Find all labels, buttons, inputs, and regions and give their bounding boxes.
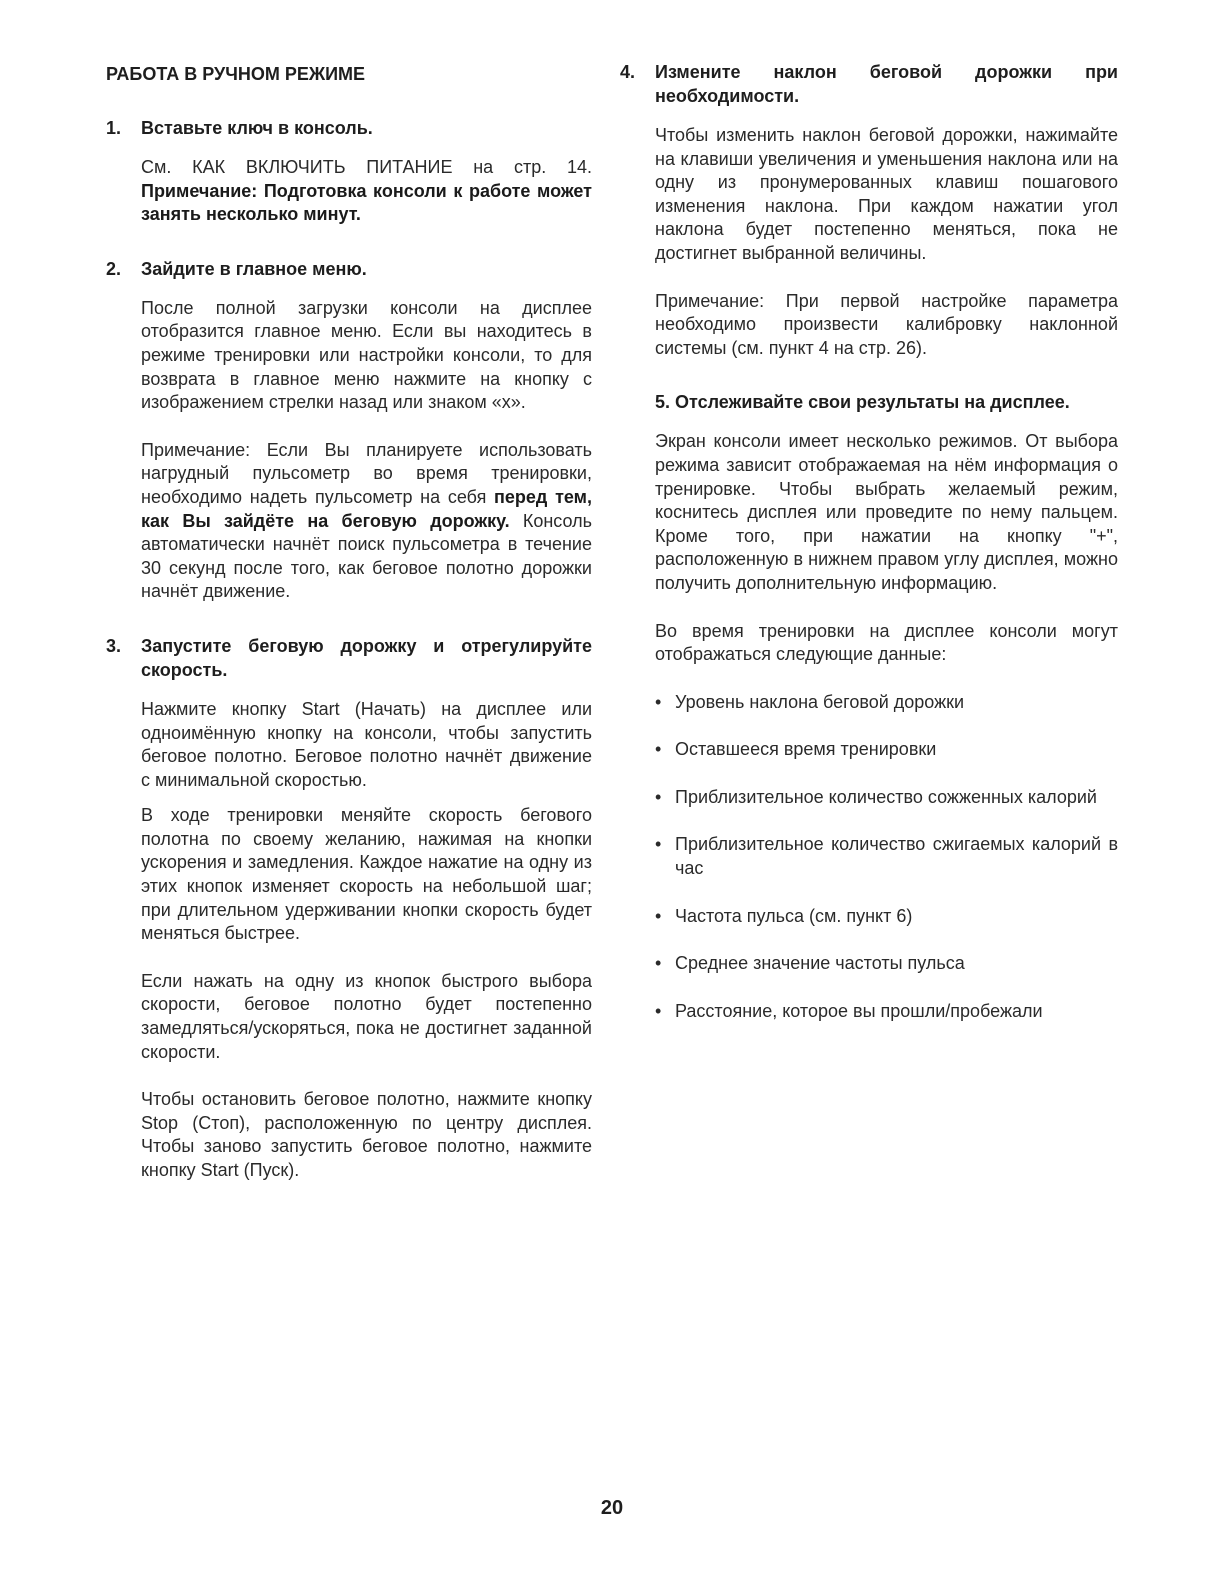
text-run: Нажмите кнопку Start (Начать) на дисплее или одноимённую кнопку на консоли, чтобы запустить беговое полотно. Беговое полотно начнёт движение с минимальной скоростью.	[141, 698, 592, 790]
display-metrics-list	[655, 691, 1118, 1024]
list-item-text: Приблизительное количество сжигаемых калорий в час	[675, 834, 1118, 879]
list-item-text: Приблизительное количество сожженных калорий	[675, 786, 1097, 807]
text-run: Если нажать на одну из кнопок быстрого выбора скорости, беговое полотно будет постепенно замедляться/ускоряться, пока не достигнет заданной скорости.	[141, 970, 592, 1062]
bullet-icon: •	[655, 739, 662, 760]
step-title: Вставьте ключ в консоль.	[141, 118, 373, 138]
step-title: Зайдите в главное меню.	[141, 258, 367, 279]
text-run: Чтобы изменить наклон беговой дорожки, нажимайте на клавиши увеличения и уменьшения наклона или на одну из пронумерованных клавиш пошагового изменения наклона. При каждом нажатии угол наклона будет постепенно меняться, пока не достигнет выбранной величины.	[655, 125, 1118, 263]
step-title: 5. Отслеживайте свои результаты на дисплее.	[655, 392, 1070, 413]
step-paragraph	[141, 297, 592, 415]
text-run: Примечание: При первой настройке параметра необходимо произвести калибровку наклонной системы (см. пункт 4 на стр. 26).	[655, 290, 1118, 358]
list-item-text: Среднее значение частоты пульса	[675, 953, 965, 974]
step-number: 3.	[106, 635, 122, 656]
bullet-icon: •	[655, 905, 662, 926]
list-item-text: Уровень наклона беговой дорожки	[675, 691, 965, 712]
step-paragraph	[655, 430, 1118, 595]
list-item	[655, 738, 1118, 762]
bold-text: Примечание: Подготовка консоли к работе может занять несколько минут.	[141, 180, 592, 225]
step-start-speed	[106, 634, 592, 1183]
bullet-icon: •	[655, 1000, 662, 1021]
list-item	[655, 905, 1118, 929]
step-incline	[620, 60, 1118, 360]
text-run: В ходе тренировки меняйте скорость бегового полотна по своему желанию, нажимая на кнопки ускорения и замедления. Каждое нажатие на одну из этих кнопок изменяет скорость на небольшой шаг; при длительном удерживании кнопки скорость будет меняться быстрее.	[141, 805, 592, 944]
step-number: 4.	[620, 62, 636, 82]
page-title: РАБОТА В РУЧНОМ РЕЖИМЕ	[106, 64, 366, 84]
step-paragraph	[141, 970, 592, 1064]
step-number: 1.	[106, 118, 122, 138]
heart-rate-note	[141, 439, 592, 604]
step-paragraph	[141, 698, 592, 792]
text-run: См. КАК ВКЛЮЧИТЬ ПИТАНИЕ на стр. 14.	[141, 157, 592, 177]
list-item-text: Оставшееся время тренировки	[675, 739, 937, 760]
left-column	[106, 60, 592, 1213]
list-item	[655, 1000, 1118, 1024]
list-item	[655, 952, 1118, 976]
text-run: Консоль автоматически начнёт поиск пульсометра в течение 30 секунд после того, как беговое полотно дорожки начнёт движение.	[141, 510, 593, 602]
list-item	[655, 833, 1118, 880]
text-run: Чтобы остановить беговое полотно, нажмите кнопку Stop (Стоп), расположенную по центру дисплея. Чтобы заново запустить беговое полотно, нажмите кнопку Start (Пуск).	[141, 1089, 592, 1180]
bullet-icon: •	[655, 691, 662, 712]
step-track-results	[620, 390, 1118, 1023]
step-number: 2.	[106, 258, 122, 279]
list-item-text: Расстояние, которое вы прошли/пробежали	[675, 1000, 1043, 1021]
step-paragraph	[655, 124, 1118, 266]
right-column	[620, 60, 1118, 1053]
bullet-icon: •	[655, 786, 662, 807]
calibration-note	[655, 290, 1118, 361]
step-paragraph	[141, 804, 592, 946]
list-item-text: Частота пульса (см. пункт 6)	[675, 905, 913, 926]
step-paragraph	[655, 620, 1118, 667]
step-title: Измените наклон беговой дорожки при необходимости.	[655, 62, 1118, 106]
bold-text: перед тем, как Вы зайдёте на беговую дорожку.	[141, 486, 592, 531]
step-paragraph	[141, 1088, 592, 1182]
text-run: Во время тренировки на дисплее консоли могут отображаться следующие данные:	[655, 620, 1118, 665]
bullet-icon: •	[655, 953, 662, 974]
step-insert-key	[106, 116, 592, 227]
step-paragraph	[141, 156, 592, 227]
text-run: Экран консоли имеет несколько режимов. От выбора режима зависит отображаемая на нём информация о тренировке. Чтобы выбрать желаемый режим, коснитесь дисплея или проведите по нему пальцем. Кроме того, при нажатии на кнопку "+", расположенную в нижнем правом углу дисплея, можно получить дополнительную информацию.	[655, 431, 1118, 593]
page-number: 20	[600, 1497, 624, 1519]
text-run: Примечание: Если Вы планируете использовать нагрудный пульсометр во время тренировки, необходимо надеть пульсометр на себя	[141, 439, 592, 507]
text-run: После полной загрузки консоли на дисплее отобразится главное меню. Если вы находитесь в режиме тренировки или настройки консоли, то для возврата в главное меню нажмите на кнопку с изображением стрелки назад или знаком «x».	[141, 297, 592, 413]
step-title: Запустите беговую дорожку и отрегулируйте скорость.	[141, 635, 592, 680]
step-main-menu	[106, 257, 592, 604]
bullet-icon: •	[655, 834, 662, 855]
list-item	[655, 691, 1118, 715]
list-item	[655, 786, 1118, 810]
